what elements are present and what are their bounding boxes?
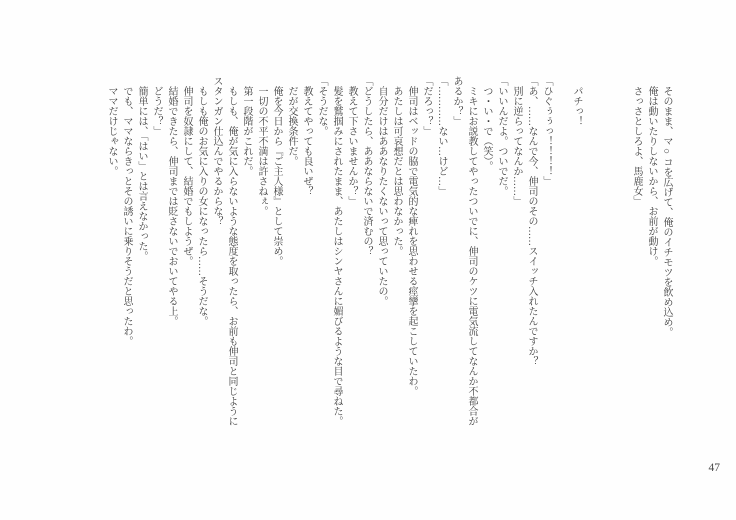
text-line: 俺を今日から『ご主人様』として崇め。 [271, 86, 282, 266]
text-line: そのまま、マ○コを広げて、俺のイチモツを飲め込め。 [661, 86, 672, 337]
text-line: どうだ？」 [151, 86, 162, 136]
text-line: 教えてやっても良いぜ？ [301, 86, 312, 196]
text-line: ミキにお説教してやったついでに、伸司のケツに電気流してなんか不都合があるか？」 [451, 76, 477, 426]
text-line: あたしは可哀想だとは思わなかった。 [391, 86, 402, 256]
text-line: さっさとしろよ、馬鹿女」 [631, 86, 642, 206]
text-line: ママだけじゃない。 [106, 86, 117, 176]
blank-line [584, 76, 599, 434]
text-line: 「あ、……なんで今、伸司のその……スイッチ入れたんですか？ [526, 76, 537, 366]
text-line: パチっ！ [571, 86, 582, 126]
text-line: 自分だけはああなりたくないって思っていたの。 [376, 86, 387, 306]
text-line: 別に逆らってなんか……」 [511, 86, 522, 206]
text-line: 教えて下さいませんか？」 [346, 86, 357, 206]
text-line: 「いいんだよ。ついでだ。 [496, 76, 507, 196]
text-line: 結婚できたら、伸司までは貶さないでおいてやる上。 [166, 86, 177, 326]
text-line: 髪を鷲掴みにされたまま、あたしはシンヤさんに媚びるような目で尋ねた。 [331, 86, 342, 426]
text-line: 簡単には、「はい」とは言えなかった。 [136, 86, 147, 261]
text-line: つ・い・で（笑）。 [481, 86, 492, 171]
text-line: 第一段階がこれだ。 [241, 86, 252, 176]
text-line: でも、ママならきっとその誘いに乗りそうだと思ったわ。 [121, 86, 132, 346]
text-line: 伸司を奴隷にして、結婚でもしようぜ。 [181, 86, 192, 266]
novel-text-block [104, 76, 674, 434]
text-line: 伸司はベッドの脇で電気的な痺れを思わせる痙攣を起こしていたわ。 [406, 86, 417, 396]
text-line: 「ひぐぅぅっ！！！！」 [541, 76, 552, 186]
text-line: 「だろっ？」 [421, 76, 432, 136]
text-line: 一切の不平不満は許さねぇ。 [256, 86, 267, 216]
text-line: 俺は動いたりしないから、お前が動け。 [646, 86, 657, 266]
blank-line [614, 76, 629, 434]
text-line: もしも、俺が気に入らないような態度を取ったら、お前も伸司と同じようにスタンガン仕込んでやるからな？ [211, 76, 237, 426]
text-line: 「…………ない…けど…」 [436, 76, 447, 196]
text-line: だが交換条件だ。 [286, 86, 297, 166]
blank-line [599, 76, 614, 434]
text-line: 「どうしたら、ああならないで済むの？ [361, 76, 372, 256]
blank-line [554, 76, 569, 434]
text-line: もしも俺のお気に入りの女になったら……そうだな。 [196, 86, 207, 326]
text-line: 「そうだな。 [316, 76, 327, 136]
page-number: 47 [708, 462, 720, 474]
